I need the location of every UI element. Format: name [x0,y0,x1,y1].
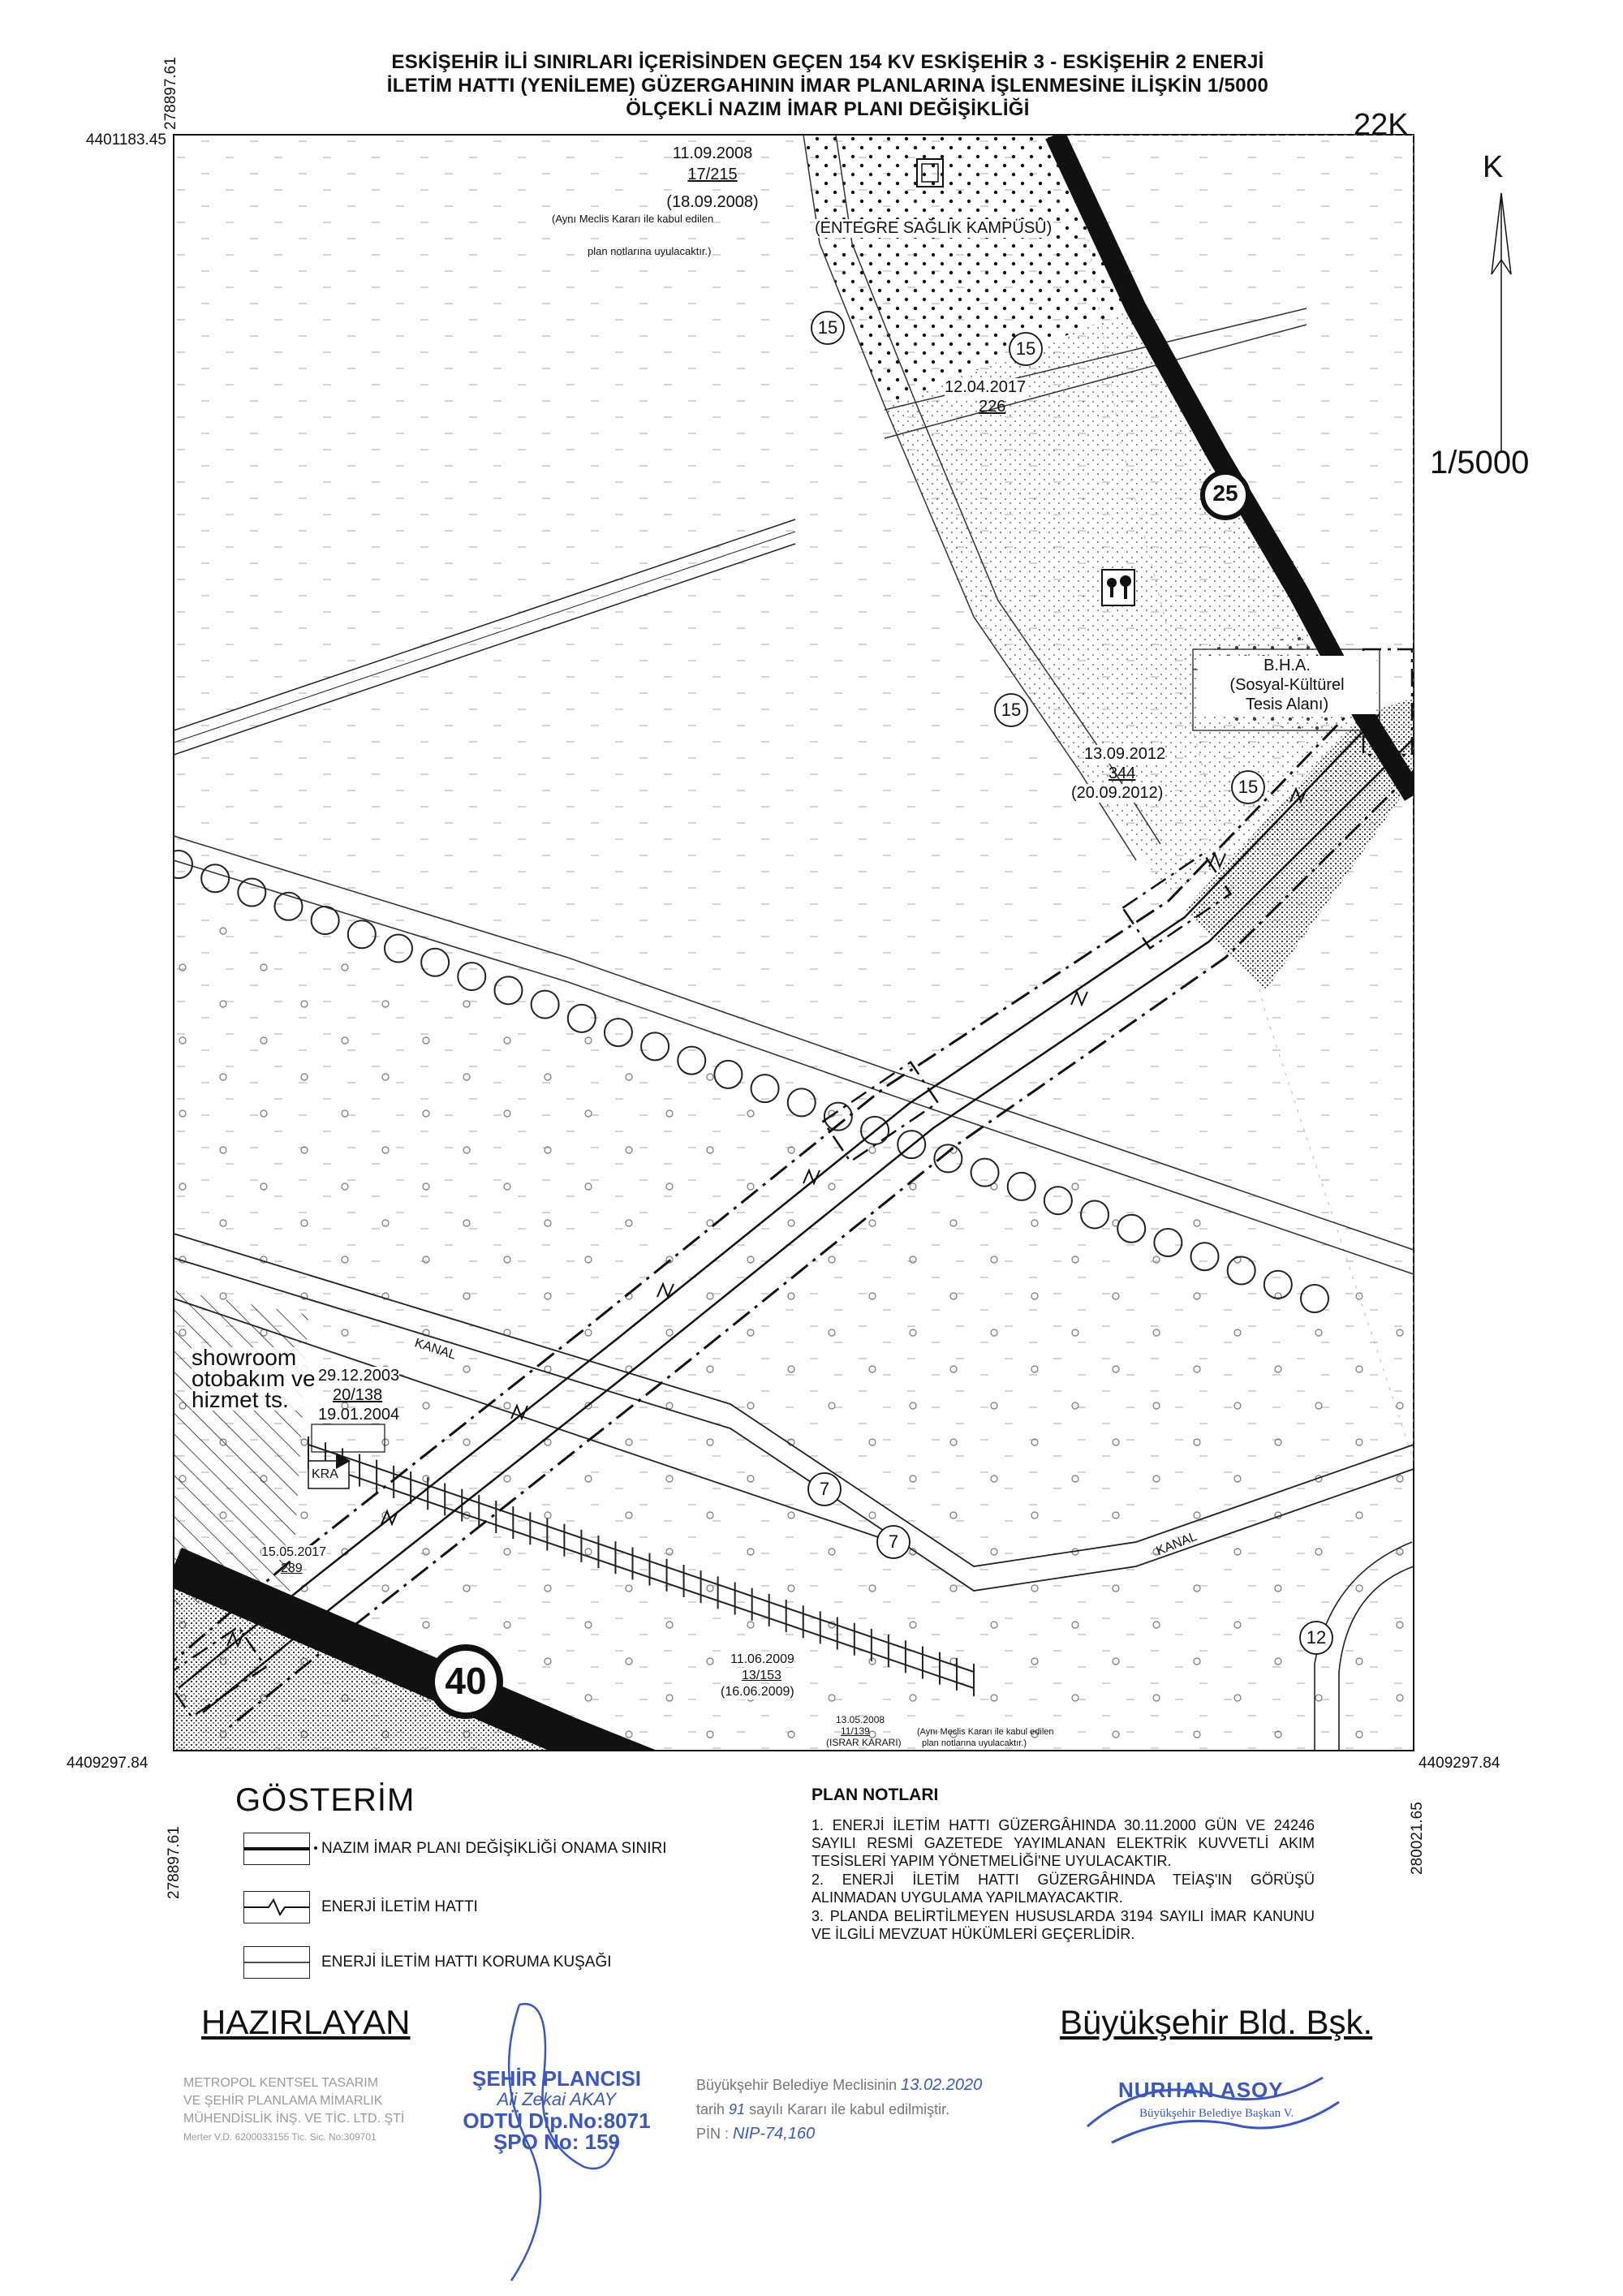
road-12-label: 12 [1306,1627,1327,1648]
showroom-line2: otobakım ve [192,1366,316,1391]
legend-label-power-line: ENERJİ İLETİM HATTI [321,1898,478,1915]
plan-notes-title: PLAN NOTLARI [812,1786,939,1804]
coord-bottom-right-y: 4409297.84 [1419,1755,1500,1772]
company-stamp [183,2074,404,2146]
protection-zone-icon [243,1946,310,1979]
plan-notes [812,1816,1315,1944]
decision-2017b-date: 15.05.2017 [261,1545,327,1559]
power-line-icon [243,1891,310,1923]
road-7-label-a: 7 [819,1479,830,1499]
boundary-line-icon [243,1833,310,1865]
canal-label-2: KANAL [1154,1529,1199,1559]
plan-note-3: 3. PLANDA BELİRTİLMEYEN HUSUSLARDA 3194 SAYILI İMAR KANUNU VE İLGİLİ MEVZUAT HÜKÜMLERİ GEÇERLİDİR. [812,1908,1315,1942]
plan-title-line2: İLETİM HATTI (YENİLEME) GÜZERGAHININ İMAR PLANLARINA İŞLENMESİNE İLİŞKİN 1/5000 [386,75,1269,97]
decision-2009-date2: (16.06.2009) [721,1685,794,1699]
decision-2008-no: 17/215 [687,166,738,183]
decision-2003-date: 29.12.2003 [318,1367,400,1385]
coord-bottom-left-x: 278897.61 [166,1826,183,1899]
bha-line3: Tesis Alanı) [1245,696,1329,713]
bha-line1: B.H.A. [1264,657,1311,674]
decision-2008-date2: (18.09.2008) [666,193,759,211]
mayor-title: Büyükşehir Belediye Başkan V. [1139,2107,1294,2120]
coord-bottom-right-x: 280021.65 [1409,1802,1426,1875]
council-line2b: sayılı Kararı ile kabul edilmiştir. [749,2101,950,2117]
decision-2012-date2: (20.09.2012) [1071,784,1164,802]
bha-line2: (Sosyal-Kültürel [1229,676,1345,694]
decision-2017-no: 226 [979,398,1006,416]
coord-top-left-x: 278897.61 [162,57,179,130]
planner-line3: ODTÜ Dip.No:8071 [463,2109,651,2133]
road-15-label-b: 15 [1015,338,1036,359]
company-line2: VE ŞEHİR PLANLAMA MİMARLIK [183,2094,383,2108]
legend-label-protection-zone: ENERJİ İLETİM HATTI KORUMA KUŞAĞI [321,1954,612,1971]
decision-2008-date: 11.09.2008 [672,144,753,162]
planner-signature-icon [463,1980,625,2289]
planner-line4: ŞPO No: 159 [493,2130,621,2154]
showroom-label [192,1347,316,1411]
council-decision [696,2073,982,2146]
legend-item-protection-zone [243,1946,730,1979]
decision-2008b-note2: (Aynı Meclis Kararı ile kabul edilen [917,1727,1054,1737]
decision-2008-note1: (Aynı Meclis Kararı ile kabul edilen [552,213,714,225]
decision-2008b-note: (ISRAR KARARI) [826,1737,902,1748]
company-line1: METROPOL KENTSEL TASARIM [183,2076,379,2090]
decision-2003-no: 20/138 [333,1386,383,1404]
scale-label: 1/5000 [1430,445,1530,480]
kra-label: KRA [312,1467,338,1481]
road-40-label: 40 [445,1660,487,1702]
council-pin: NIP-74,160 [733,2125,816,2143]
road-15-label-d: 15 [1238,777,1259,797]
council-date: 13.02.2020 [901,2076,983,2094]
showroom-line1: showroom [192,1345,297,1370]
mayor-signature-icon [1079,2061,1347,2159]
council-line3: PİN : [696,2126,730,2142]
decision-2017-date: 12.04.2017 [945,378,1027,396]
mayor-name: NURHAN ASOY [1118,2078,1284,2102]
plan-note-2: 2. ENERJİ İLETİM HATTI GÜZERGÂHINDA TEİAŞ'IN GÖRÜŞÜ ALINMADAN UYGULAMA YAPILMAYACAKTIR. [812,1872,1315,1906]
plan-title-line1: ESKİŞEHİR İLİ SINIRLARI İÇERİSİNDEN GEÇEN 154 KV ESKİŞEHİR 3 - ESKİŞEHİR 2 ENERJİ [391,51,1264,73]
legend-title: GÖSTERİM [235,1782,415,1818]
prepared-by-heading: HAZIRLAYAN [201,2003,411,2041]
decision-2008-note2: plan notlarına uyulacaktır.) [588,245,712,257]
legend-item-power-line [243,1891,730,1923]
company-line4: Merter V.D. 6200033155 Tic. Sic. No:309701 [183,2131,377,2143]
legend-label-boundary: NAZIM İMAR PLANI DEĞİŞİKLİĞİ ONAMA SINIRI [321,1840,667,1857]
road-7-label-b: 7 [888,1531,899,1552]
sheet-code: 22K [1354,108,1409,142]
decision-2009-date: 11.06.2009 [730,1652,794,1666]
council-line2a: tarih [696,2101,725,2117]
decision-2008b-no: 11/139 [841,1725,870,1737]
decision-2008b-date: 13.05.2008 [836,1714,885,1725]
decision-2012-date: 13.09.2012 [1084,745,1166,763]
decision-2017b-no: 289 [281,1562,303,1575]
campus-label: (ENTEGRE SAĞLIK KAMPÜSÜ) [815,219,1053,237]
decision-2003-date2: 19.01.2004 [318,1406,400,1424]
bha-label [1198,656,1376,714]
road-15-label-c: 15 [1001,700,1022,720]
plan-title-line3: ÖLÇEKLİ NAZIM İMAR PLANI DEĞİŞİKLİĞİ [626,98,1030,120]
plan-note-1: 1. ENERJİ İLETİM HATTI GÜZERGÂHINDA 30.11.2000 GÜN VE 24246 SAYILI RESMİ GAZETEDE YAYIMLANAN ELEKTRİK KUVVETLİ AKIM TESİSLERİ YAPIM YÖNETMELİĞİ'NE UYULACAKTIR. [812,1817,1315,1869]
north-arrow-icon [1477,193,1526,461]
road-25-label: 25 [1212,480,1238,506]
legend-item-boundary [243,1833,730,1865]
park-icon [1102,570,1134,605]
council-no: 91 [729,2101,746,2117]
decision-2012-no: 344 [1109,765,1136,782]
canal-label-1: KANAL [412,1336,458,1363]
company-line3: MÜHENDİSLİK İNŞ. VE TİC. LTD. ŞTİ [183,2112,405,2126]
coord-top-left-y: 4401183.45 [86,131,166,149]
council-line1: Büyükşehir Belediye Meclisinin [696,2077,898,2093]
plan-title [243,50,1412,121]
planner-line1: ŞEHİR PLANCISI [471,2066,642,2091]
planner-line2: Ali Zekai AKAY [497,2089,617,2109]
decision-2008b-note3: plan notlarına uyulacaktır.) [922,1738,1027,1748]
coord-bottom-left-y: 4409297.84 [67,1755,149,1772]
metropolitan-heading: Büyükşehir Bld. Bşk. [1060,2003,1373,2041]
road-15-label-a: 15 [817,317,838,338]
north-label: K [1483,150,1504,184]
showroom-line3: hizmet ts. [192,1387,289,1412]
decision-2009-no: 13/153 [742,1669,781,1682]
